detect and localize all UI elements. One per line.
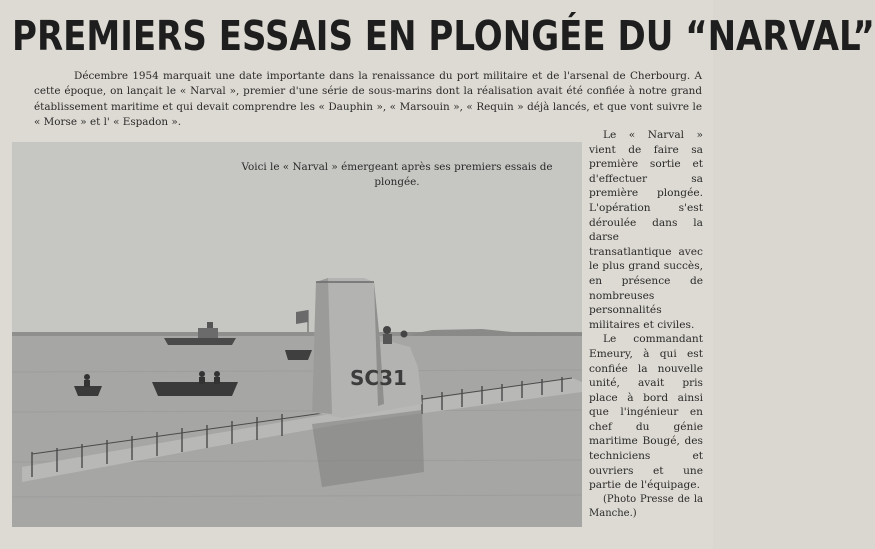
side-column [589, 128, 703, 522]
submarine-photo [12, 142, 582, 527]
side-paragraph-2: Le commandant Emeury, à qui est confiée la nouvelle unité, avait pris place à bord ainsi que l'ingénieur en chef du génie maritime Bougé, des techniciens et ouvriers et une partie de l'équipage. [589, 333, 703, 492]
photo-credit: (Photo Presse de la Manche.) [589, 493, 703, 520]
side-paragraph-1: Le « Narval » vient de faire sa première sortie et d'effectuer sa première plongée. L'opération s'est déroulée dans la darse transatlantique avec le plus grand succès, en présence de nombreuses personnalités militaires et civiles. [589, 129, 703, 331]
hull-marking: SC31 [350, 366, 407, 390]
headline: PREMIERS ESSAIS EN PLONGÉE DU “NARVAL” [12, 12, 875, 60]
submarine-illustration [12, 142, 582, 527]
photo-caption: Voici le « Narval » émergeant après ses premiers essais de plongée. [241, 161, 553, 188]
intro-paragraph: Décembre 1954 marquait une date importante dans la renaissance du port militaire et de l'arsenal de Cherbourg. A cette époque, on lançait le « Narval », premier d'une série de sous-marins dont la réalisation avait été confiée à notre grand établissement maritime et qui devait comprendre les « Dauphin », « Marsouin », « Requin » déjà lancés, et que vont suivre le « Morse » et l' « Espadon ». [34, 70, 702, 129]
